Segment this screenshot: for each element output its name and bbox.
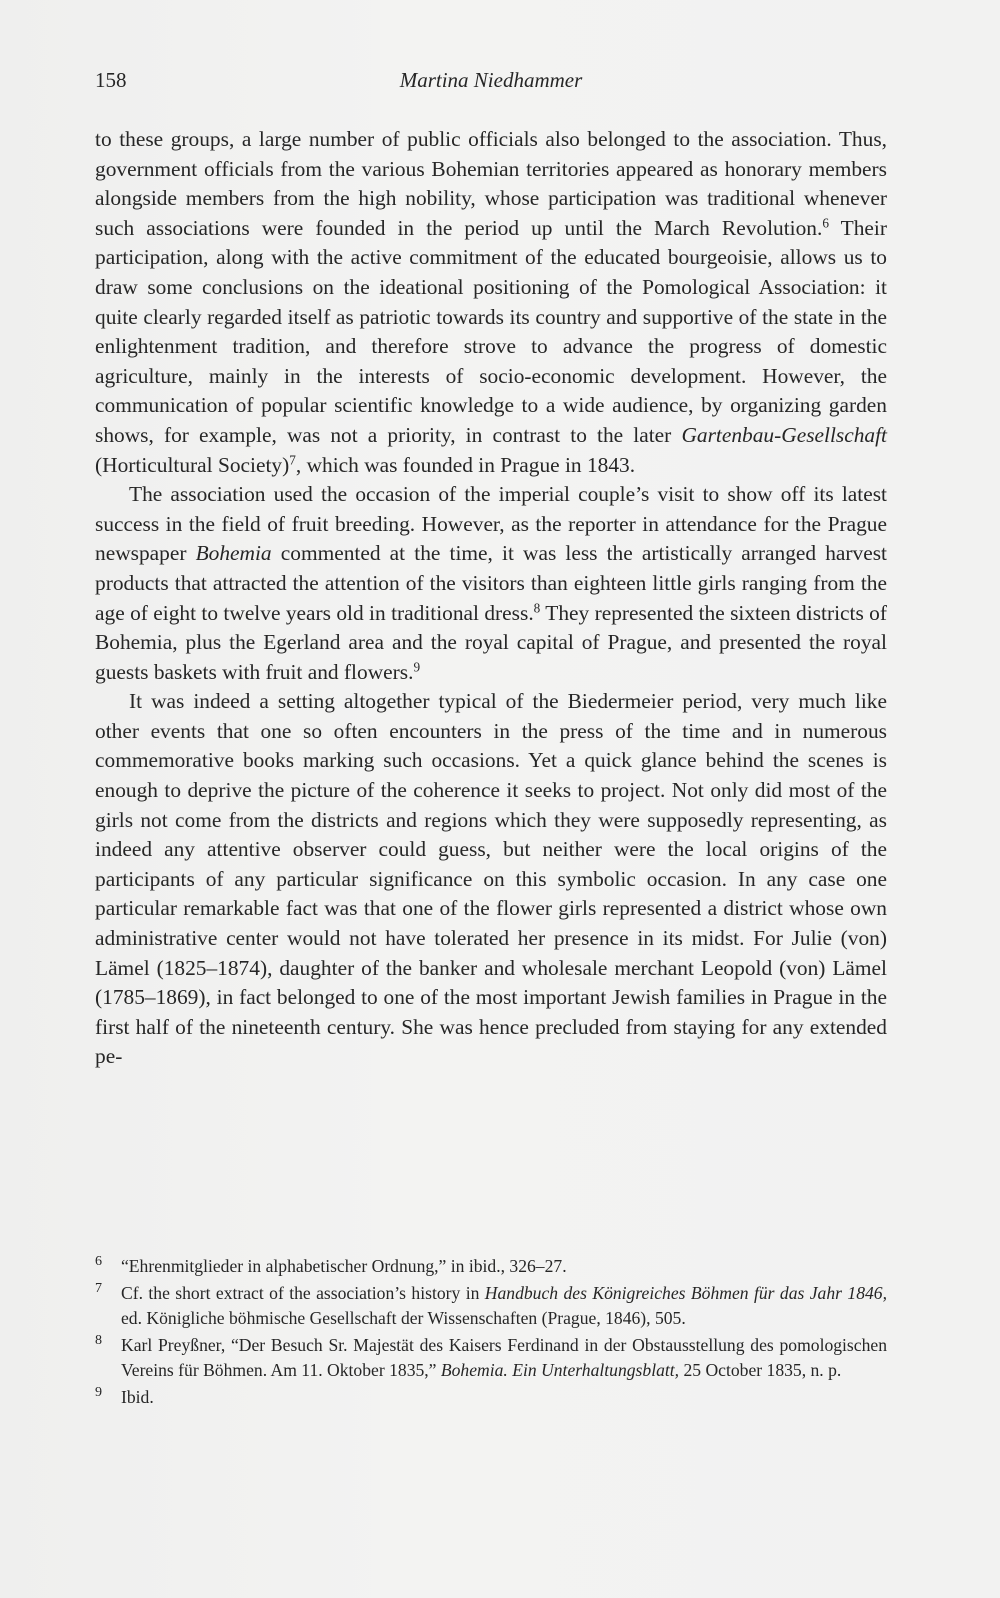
footnote-7 bbox=[95, 1281, 887, 1332]
page-number: 158 bbox=[95, 68, 127, 92]
main-text bbox=[95, 125, 887, 1072]
text-run: The association used the occasion of the imperial couple’s visit to show off its latest success in the field of fruit breeding. However, as the reporter in attendance for the Prague newspaper bbox=[95, 482, 887, 566]
footnote-number: 9 bbox=[95, 1383, 103, 1400]
italic-newspaper-title: Bohemia bbox=[195, 541, 272, 566]
footnote-ref-7: 7 bbox=[289, 452, 296, 468]
text-run: commented at the time, it was less the artistically arranged harvest products that attracted the attention of the visitors than eighteen little girls ranging from the age of eight to twelve years old in traditional dress. bbox=[95, 541, 887, 625]
footnote-number: 6 bbox=[95, 1253, 103, 1269]
footnote-6 bbox=[95, 1254, 887, 1280]
footnote-ref-8: 8 bbox=[533, 600, 541, 616]
footnote-italic-title: Bohemia. Ein Unterhaltungsblatt, bbox=[440, 1360, 680, 1381]
footnote-ref-9: 9 bbox=[413, 659, 421, 675]
footnote-number: 7 bbox=[95, 1279, 103, 1296]
page-header bbox=[95, 68, 887, 98]
text-run: Their participation, along with the active commitment of the educated bourgeoisie, allows us to draw some conclusions on the ideational positioning of the Pomological Association: it quite clearly regarded itself as patriotic towards its country and supportive of the state in the enlightenment tradition, and therefore strove to advance the progress of domestic agriculture, mainly in the interests of socio-economic development. However, the communication of popular scientific knowledge to a wide audience, by organizing garden shows, for example, was not a priority, in contrast to the later bbox=[95, 215, 887, 447]
text-run: to these groups, a large number of public officials also belonged to the association. Thus, government officials from the various Bohemian territories appeared as honorary members alongside members from the high nobility, whose participation was traditional whenever such associations were founded in the period up until the March Revolution. bbox=[95, 127, 887, 240]
footnote-number: 8 bbox=[95, 1331, 103, 1348]
running-head-author: Martina Niedhammer bbox=[399, 68, 583, 92]
footnote-text: 25 October 1835, n. p. bbox=[679, 1360, 842, 1381]
text-run: (Horticultural Society) bbox=[95, 452, 290, 477]
footnote-text: Ibid. bbox=[121, 1386, 154, 1407]
paragraph-3: It was indeed a setting altogether typical of the Biedermeier period, very much like other events that one so often encounters in the press of the time and in numerous commemorative books marking such occasions. Yet a quick glance behind the scenes is enough to deprive the picture of the coherence it seeks to project. Not only did most of the girls not come from the districts and regions which they were supposedly representing, as indeed any attentive observer could guess, but neither were the local origins of the participants of any particular significance on this symbolic occasion. In any case one particular remarkable fact was that one of the flower girls represented a district whose own administrative center would not have tolerated her presence in its midst. For Julie (von) Lämel (1825–1874), daughter of the banker and wholesale merchant Leopold (von) Lämel (1785–1869), in fact belonged to one of the most important Jewish families in Prague in the first half of the nineteenth century. She was hence precluded from staying for any extended pe- bbox=[95, 689, 887, 1069]
footnotes bbox=[95, 1254, 887, 1412]
footnote-text: Karl Preyßner, “Der Besuch Sr. Majestät des Kaisers Ferdinand in der Obstausstellung des pomologischen Vereins für Böhmen. Am 11. Oktober 1835,” bbox=[121, 1334, 887, 1381]
footnote-9 bbox=[95, 1385, 887, 1411]
text-run: , which was founded in Prague in 1843. bbox=[295, 452, 636, 477]
paragraph-2 bbox=[95, 480, 887, 687]
text-run: They represented the sixteen districts of Bohemia, plus the Egerland area and the royal capital of Prague, and presented the royal guests baskets with fruit and flowers. bbox=[95, 600, 887, 684]
footnote-italic-title: Handbuch des Königreiches Böhmen für das Jahr 1846, bbox=[484, 1282, 887, 1303]
footnote-text: “Ehrenmitglieder in alphabetischer Ordnung,” in ibid., 326–27. bbox=[121, 1256, 567, 1276]
footnote-text: Cf. the short extract of the association’s history in bbox=[121, 1282, 485, 1303]
paragraph-1 bbox=[95, 125, 887, 480]
italic-term: Gartenbau-Gesellschaft bbox=[681, 422, 887, 447]
footnote-text: ed. Königliche böhmische Gesellschaft der Wissenschaften (Prague, 1846), 505. bbox=[121, 1308, 686, 1329]
footnote-ref-6: 6 bbox=[822, 215, 829, 231]
footnote-8 bbox=[95, 1333, 887, 1384]
